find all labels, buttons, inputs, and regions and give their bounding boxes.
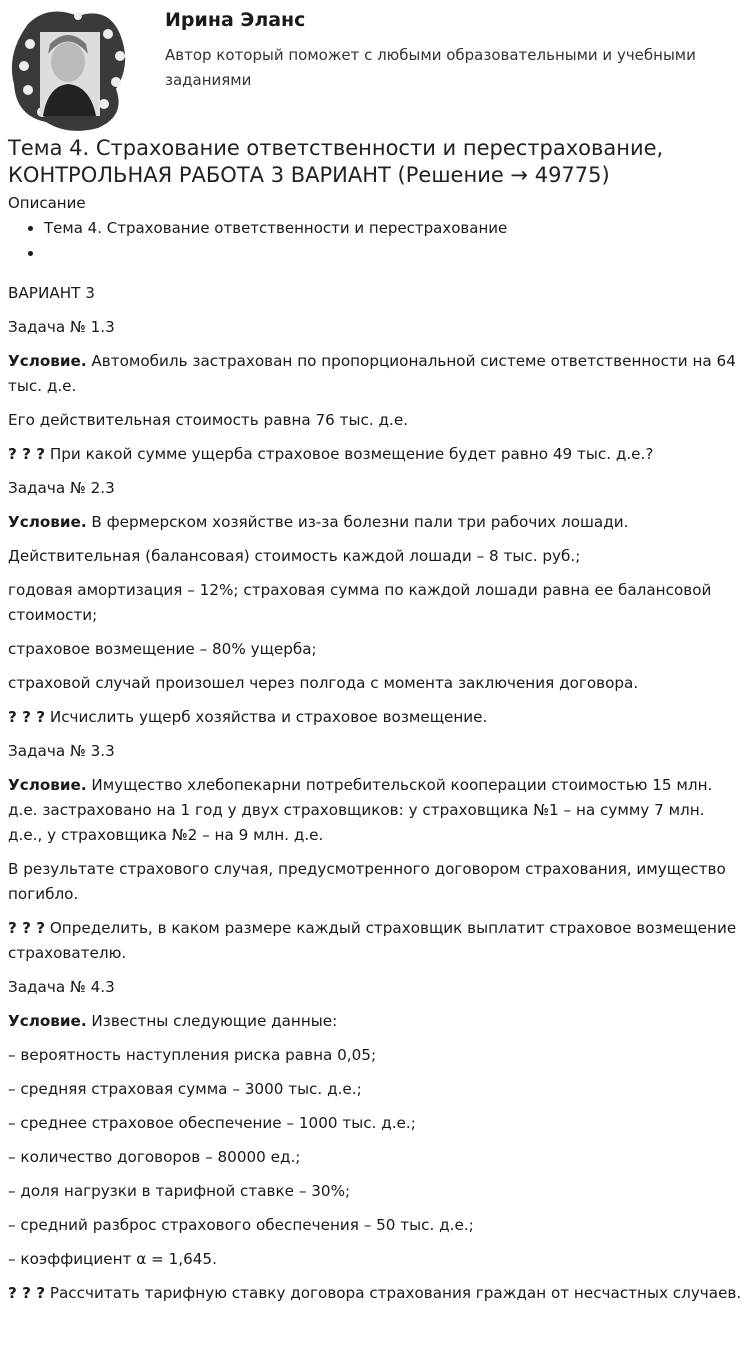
paragraph-bold-prefix: Условие. bbox=[8, 1012, 87, 1030]
paragraph-text: Имущество хлебопекарни потребительской кооперации стоимостью 15 млн. д.е. застраховано на 1 год у двух страховщиков: у страховщика №1 – на сумму 7 млн. д.е., у страховщика №2 – на 9 млн. д.е. bbox=[8, 776, 713, 844]
paragraph bbox=[8, 773, 742, 848]
paragraph bbox=[8, 705, 742, 730]
paragraph-bold-prefix: Условие. bbox=[8, 352, 87, 370]
paragraph bbox=[8, 739, 742, 764]
paragraph bbox=[8, 671, 742, 696]
paragraph-text: Определить, в каком размере каждый страховщик выплатит страховое возмещение страхователю. bbox=[8, 919, 737, 962]
paragraph-text: Его действительная стоимость равна 76 тыс. д.е. bbox=[8, 411, 409, 429]
paragraph bbox=[8, 1077, 742, 1102]
paragraph bbox=[8, 637, 742, 662]
paragraph bbox=[8, 578, 742, 628]
description-label: Описание bbox=[8, 194, 86, 212]
paragraph bbox=[8, 281, 742, 306]
paragraph-bold-prefix: ? ? ? bbox=[8, 1284, 46, 1302]
paragraph-text: Рассчитать тарифную ставку договора страхования граждан от несчастных случаев. bbox=[45, 1284, 742, 1302]
paragraph bbox=[8, 916, 742, 966]
paragraph-text: ВАРИАНТ 3 bbox=[8, 284, 95, 302]
paragraph bbox=[8, 1281, 742, 1306]
author-avatar[interactable] bbox=[8, 4, 132, 134]
paragraph-bold-prefix: Условие. bbox=[8, 776, 87, 794]
author-name[interactable]: Ирина Эланс bbox=[165, 9, 306, 31]
paragraph bbox=[8, 315, 742, 340]
paragraph-text: страховой случай произошел через полгода с момента заключения договора. bbox=[8, 674, 639, 692]
paragraph bbox=[8, 857, 742, 907]
paragraph-bold-prefix: ? ? ? bbox=[8, 919, 46, 937]
paragraph-text: В результате страхового случая, предусмотренного договором страхования, имущество погибло. bbox=[8, 860, 726, 903]
paragraph bbox=[8, 1009, 742, 1034]
paragraph bbox=[8, 510, 742, 535]
paragraph bbox=[8, 1043, 742, 1068]
paragraph-text: Автомобиль застрахован по пропорциональной системе ответственности на 64 тыс. д.е. bbox=[8, 352, 736, 395]
paragraph-bold-prefix: ? ? ? bbox=[8, 445, 46, 463]
paragraph bbox=[8, 1213, 742, 1238]
paragraph-text: – доля нагрузки в тарифной ставке – 30%; bbox=[8, 1182, 351, 1200]
paragraph bbox=[8, 349, 742, 399]
paragraph-text: страховое возмещение – 80% ущерба; bbox=[8, 640, 317, 658]
paragraph-text: В фермерском хозяйстве из-за болезни пали три рабочих лошади. bbox=[86, 513, 629, 531]
paragraph-text: Исчислить ущерб хозяйства и страховое возмещение. bbox=[45, 708, 488, 726]
paragraph-bold-prefix: ? ? ? bbox=[8, 708, 46, 726]
paragraph-text: – средняя страховая сумма – 3000 тыс. д.е.; bbox=[8, 1080, 362, 1098]
paragraph-text: – количество договоров – 80000 ед.; bbox=[8, 1148, 301, 1166]
paragraph bbox=[8, 1111, 742, 1136]
author-description: Автор который поможет с любыми образовательными и учебными заданиями bbox=[165, 46, 696, 89]
paragraph-text: – вероятность наступления риска равна 0,05; bbox=[8, 1046, 377, 1064]
paragraph bbox=[8, 1179, 742, 1204]
paragraph-text: Действительная (балансовая) стоимость каждой лошади – 8 тыс. руб.; bbox=[8, 547, 581, 565]
paragraph bbox=[8, 476, 742, 501]
description-list bbox=[8, 216, 742, 266]
paragraph-text: – средний разброс страхового обеспечения – 50 тыс. д.е.; bbox=[8, 1216, 474, 1234]
paragraph bbox=[8, 442, 742, 467]
paragraph-text: Задача № 4.3 bbox=[8, 978, 115, 996]
paragraph-text: Известны следующие данные: bbox=[86, 1012, 338, 1030]
main-content bbox=[0, 135, 750, 1306]
paragraph-text: При какой сумме ущерба страховое возмещение будет равно 49 тыс. д.е.? bbox=[45, 445, 654, 463]
paragraph-text: – коэффициент α = 1,645. bbox=[8, 1250, 217, 1268]
list-item: • Тема 4. Страхование ответственности и перестрахование bbox=[44, 216, 742, 241]
author-header bbox=[0, 0, 750, 135]
page-title: Тема 4. Страхование ответственности и перестрахование, КОНТРОЛЬНАЯ РАБОТА 3 ВАРИАНТ (Решение → 49775) bbox=[8, 136, 664, 187]
paragraph-text: годовая амортизация – 12%; страховая сумма по каждой лошади равна ее балансовой стоимости; bbox=[8, 581, 712, 624]
paragraph bbox=[8, 975, 742, 1000]
paragraph bbox=[8, 544, 742, 569]
paragraph bbox=[8, 408, 742, 433]
paragraph-text: – среднее страховое обеспечение – 1000 тыс. д.е.; bbox=[8, 1114, 416, 1132]
paragraph-text: Задача № 2.3 bbox=[8, 479, 115, 497]
paragraph-bold-prefix: Условие. bbox=[8, 513, 87, 531]
paragraph-text: Задача № 3.3 bbox=[8, 742, 115, 760]
task-body bbox=[8, 281, 742, 1306]
list-item bbox=[44, 241, 742, 266]
paragraph-text: Задача № 1.3 bbox=[8, 318, 115, 336]
paragraph bbox=[8, 1247, 742, 1272]
paragraph bbox=[8, 1145, 742, 1170]
